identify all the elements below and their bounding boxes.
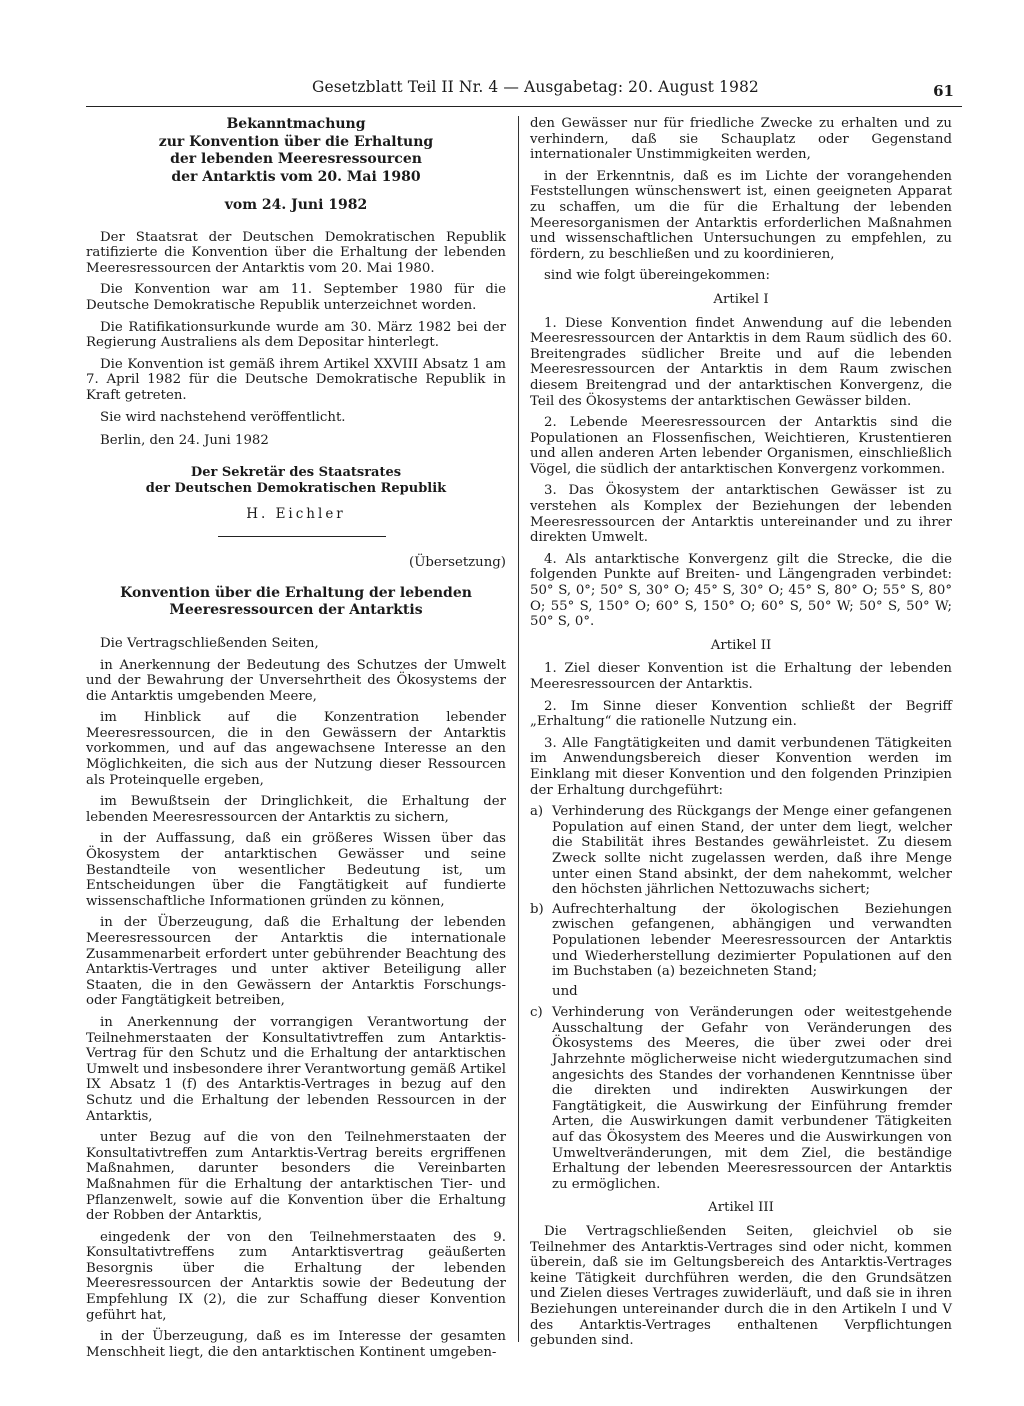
preamble-recital: eingedenk der von den Teilnehmerstaaten des 9. Konsultativtreffens zum Antarktisvertrag geäußerten Besorgnis über die Erhaltung der lebenden Meeresressourcen der Antarktis sowie der Bedeutung der Empfehlung IX (2), die zur Schaffung dieser Konvention geführt hat, — [86, 1229, 506, 1323]
article-heading: Artikel II — [710, 637, 772, 653]
list-item — [530, 1005, 952, 1192]
list-conjunction: und — [552, 983, 578, 999]
announcement-title — [86, 116, 506, 186]
signer-title — [86, 465, 506, 497]
list-item-text: Verhinderung des Rückgangs der Menge einer gefangenen Population auf einen Stand, der unter dem liegt, welcher die Stabilität ihres Bestandes gewährleistet. Zu diesem Zweck sollte nicht zugelassen werden, daß ihre Menge unter einen Stand absinkt, der dem nahekommt, welcher den höchsten jährlichen Nettozuwachs sichert; — [552, 804, 952, 898]
convention-title-line: Konvention über die Erhaltung der lebenden — [120, 584, 472, 601]
article-paragraph: 3. Das Ökosystem der antarktischen Gewässer ist zu verstehen als Komplex der Beziehungen der lebenden Meeresressourcen der Antarktis untereinander und zu ihrer direkten Umwelt. — [530, 483, 952, 546]
place-date: Berlin, den 24. Juni 1982 — [100, 433, 269, 449]
list-item-text: Aufrechterhaltung der ökologischen Beziehungen zwischen gefangenen, abhängigen und verwandten Populationen lebender Meeresressourcen der Antarktis und Wiederherstellung dezimierter Populationen auf den im Buchstaben (a) bezeichneten Stand; — [552, 901, 952, 980]
list-item-label: c) — [530, 1005, 543, 1021]
list-item-label: b) — [530, 901, 544, 917]
section-rule — [218, 536, 386, 537]
preamble-recital: in Anerkennung der Bedeutung des Schutzes der Umwelt und der Bewahrung der Unversehrtheit des Ökosystems der die Antarktis umgebenden Meere, — [86, 657, 506, 704]
header-title: Gesetzblatt Teil II Nr. 4 — Ausgabetag: 20. August 1982 — [312, 78, 759, 96]
convention-title-line: Meeresressourcen der Antarktis — [169, 602, 423, 619]
page-number: 61 — [933, 82, 954, 100]
preamble-recital: in der Auffassung, daß ein größeres Wissen über das Ökosystem der antarktischen Gewässer und seine Bestandteile von wesentlicher Bedeutung ist, um Entscheidungen über die Fangtätigkeit auf fundierte wissenschaftliche Informationen gründen zu können, — [86, 831, 506, 909]
announcement-title-line: der Antarktis vom 20. Mai 1980 — [171, 168, 421, 185]
preamble-continuation: den Gewässer nur für friedliche Zwecke zu erhalten und zu verhindern, daß sie Schauplatz oder Gegenstand internationaler Unstimmigkeiten werden, — [530, 116, 952, 163]
announcement-paragraph: Sie wird nachstehend veröffentlicht. — [100, 409, 346, 425]
article-paragraph: 2. Im Sinne dieser Konvention schließt der Begriff „Erhaltung“ die rationelle Nutzung ein. — [530, 698, 952, 730]
list-item-label: a) — [530, 804, 544, 820]
article-heading: Artikel III — [708, 1200, 774, 1216]
list-item — [530, 804, 952, 898]
announcement-title-line: der lebenden Meeresressourcen — [170, 151, 422, 167]
article-heading: Artikel I — [713, 291, 769, 307]
list-item — [530, 902, 952, 980]
page-header — [86, 76, 962, 107]
preamble-recital: im Hinblick auf die Konzentration lebender Meeresressourcen, die in den Gewässern der Antarktis vorkommen, und auf das angewachsene Interesse an den Möglichkeiten, die sich aus der Nutzung dieser Ressourcen als Proteinquelle ergeben, — [86, 710, 506, 788]
article-paragraph: 4. Als antarktische Konvergenz gilt die Strecke, die die folgenden Punkte auf Breiten- und Längengraden verbindet: 50° S, 0°; 50° S, 30° O; 45° S, 30° O; 45° S, 80° O; 55° S, 80° O; 55° S, 150° O; 60° S, 150° O; 60° S, 50° W; 50° S, 50° W; 50° S, 0°. — [530, 551, 952, 630]
preamble-recital: in der Überzeugung, daß die Erhaltung der lebenden Meeresressourcen der Antarktis die internationale Zusammenarbeit erfordert unter gebührender Beachtung des Antarktis-Vertrages und unter aktiver Beteiligung aller Staaten, die in den Gewässern der Antarktis Forschungs- oder Fangtätigkeit betreiben, — [86, 915, 506, 1009]
article-paragraph: 1. Diese Konvention findet Anwendung auf die lebenden Meeresressourcen der Antarktis in dem Raum südlich des 60. Breitengrades südlicher Breite und auf die lebenden Meeresressourcen der Antarktis in dem Raum zwischen diesem Breitengrad und der antarktischen Konvergenz, die Teil des Ökosystems der antarktischen Gewässer bilden. — [530, 315, 952, 409]
announcement-paragraph: Die Konvention war am 11. September 1980 für die Deutsche Demokratische Republik unterzeichnet worden. — [86, 282, 506, 313]
left-column — [86, 116, 506, 1366]
article-paragraph: 2. Lebende Meeresressourcen der Antarktis sind die Populationen an Flossenfischen, Weichtieren, Krustentieren und allen anderen Arten lebender Organismen, einschließlich Vögel, die südlich der antarktischen Konvergenz vorkommen. — [530, 415, 952, 477]
article-paragraph: 3. Alle Fangtätigkeiten und damit verbundenen Tätigkeiten im Anwendungsbereich dieser Konvention werden im Einklang mit dieser Konvention und den folgenden Prinzipien der Erhaltung durchgeführt: — [530, 735, 952, 798]
announcement-paragraph: Die Konvention ist gemäß ihrem Artikel XXVIII Absatz 1 am 7. April 1982 für die Deutsche Demokratische Republik in Kraft getreten. — [86, 356, 506, 403]
preamble-recital: unter Bezug auf die von den Teilnehmerstaaten der Konsultativtreffen zum Antarktis-Vertrag bereits ergriffenen Maßnahmen, darunter besonders die Vereinbarten Maßnahmen für die Erhaltung der antarktischen Tier- und Pflanzenwelt, sowie auf die Konvention über die Erhaltung der Robben der Antarktis, — [86, 1130, 506, 1224]
signer-name: H. Eichler — [246, 505, 346, 522]
announcement-paragraph: Die Ratifikationsurkunde wurde am 30. März 1982 bei der Regierung Australiens als dem Depositar hinterlegt. — [86, 319, 506, 351]
announcement-title-line: zur Konvention über die Erhaltung — [158, 133, 434, 150]
column-divider — [518, 116, 519, 1342]
translation-note: (Übersetzung) — [409, 555, 506, 571]
preamble-recital: in der Überzeugung, daß es im Interesse der gesamten Menschheit liegt, die den antarktischen Kontinent umgeben- — [86, 1329, 506, 1360]
announcement-title-line: Bekanntmachung — [226, 116, 366, 132]
announcement-date: vom 24. Juni 1982 — [224, 197, 368, 213]
signer-title-line: der Deutschen Demokratischen Republik — [145, 480, 447, 496]
preamble-recital: in Anerkennung der vorrangigen Verantwortung der Teilnehmerstaaten der Konsultativtreffen zum Antarktis-Vertrag für den Schutz und die Erhaltung der antarktischen Umwelt und insbesondere ihrer Verantwortung gemäß Artikel IX Absatz 1 (f) des Antarktis-Vertrages in bezug auf den Schutz und die Erhaltung der lebenden Ressourcen in der Antarktis, — [86, 1014, 506, 1124]
preamble-recital: in der Erkenntnis, daß es im Lichte der vorangehenden Feststellungen wünschenswert ist, einen geeigneten Apparat zu schaffen, um die für die Erhaltung der lebenden Meeresorganismen der Antarktis erforderlichen Maßnahmen und wissenschaftlichen Untersuchungen zu empfehlen, zu fördern, zu beschließen und zu koordinieren, — [530, 168, 952, 262]
signer-title-line: Der Sekretär des Staatsrates — [190, 464, 402, 480]
article-paragraph: 1. Ziel dieser Konvention ist die Erhaltung der lebenden Meeresressourcen der Antarktis. — [530, 661, 952, 692]
article-paragraph: Die Vertragschließenden Seiten, gleichviel ob sie Teilnehmer des Antarktis-Vertrages sind oder nicht, kommen überein, daß sie im Geltungsbereich des Antarktis-Vertrages keine Tätigkeit durchführen werden, die den Grundsätzen und Zielen dieses Vertrages zuwiderläuft, und daß sie in ihren Beziehungen untereinander durch die in den Artikeln I und V des Antarktis-Vertrages enthaltenen Verpflichtungen gebunden sind. — [530, 1224, 952, 1349]
agreement-clause: sind wie folgt übereingekommen: — [544, 268, 770, 284]
preamble-recital: im Bewußtsein der Dringlichkeit, die Erhaltung der lebenden Meeresressourcen der Antarktis zu sichern, — [86, 794, 506, 825]
right-column — [530, 116, 952, 1355]
preamble-opening: Die Vertragschließenden Seiten, — [100, 635, 319, 651]
list-item-text: Verhinderung von Veränderungen oder weitestgehende Ausschaltung der Gefahr von Veränderungen des Ökosystems des Meeres, die über zwei oder drei Jahrzehnte möglicherweise nicht wiedergutzumachen sind angesichts des Standes der vorhandenen Kenntnisse über die direkten und indirekten Auswirkungen der Fangtätigkeit, die Auswirkung der Einführung fremder Arten, die Auswirkungen damit verbundener Tätigkeiten auf das Ökosystem des Meeres und die Auswirkungen von Umweltveränderungen, mit dem Ziel, die beständige Erhaltung der lebenden Meeresressourcen der Antarktis zu ermöglichen. — [552, 1005, 952, 1192]
convention-title — [86, 585, 506, 620]
announcement-paragraph: Der Staatsrat der Deutschen Demokratischen Republik ratifizierte die Konvention über die Erhaltung der lebenden Meeresressourcen der Antarktis vom 20. Mai 1980. — [86, 229, 506, 276]
